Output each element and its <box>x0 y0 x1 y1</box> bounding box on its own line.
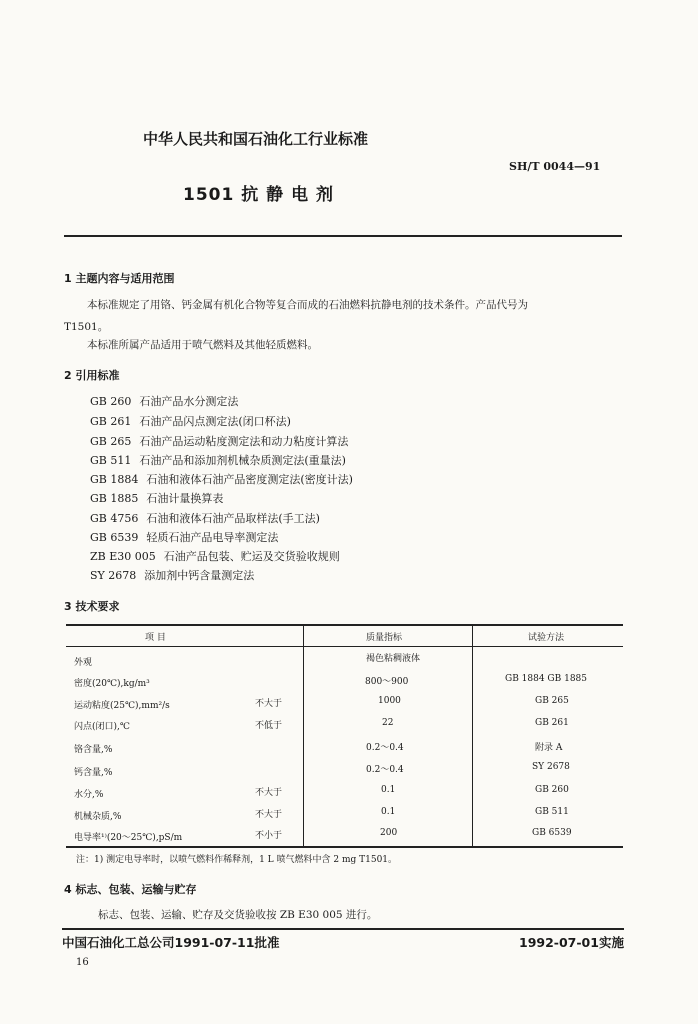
ref-item: GB 4756 石油和液体石油产品取样法(手工法) <box>90 512 320 525</box>
org-title: 中华人民共和国石油化工行业标准 <box>143 130 369 148</box>
row-value: 0.1 <box>381 807 396 817</box>
page-number: 16 <box>76 957 89 968</box>
effective-date: 1992-07-01实施 <box>519 935 624 950</box>
row-qualifier: 不大于 <box>255 699 283 709</box>
table-header-item: 项 目 <box>145 633 166 643</box>
ref-item: GB 261 石油产品闪点测定法(闭口杯法) <box>90 415 291 428</box>
row-method: GB 511 <box>535 807 569 817</box>
table-header-quality: 质量指标 <box>366 633 403 643</box>
table-divider <box>303 624 304 846</box>
ref-item: GB 1885 石油计量换算表 <box>90 492 224 505</box>
standard-number: SH/T 0044—91 <box>509 160 601 173</box>
document-title: 1501 抗 静 电 剂 <box>183 185 334 205</box>
section-4-heading: 4 标志、包装、运输与贮存 <box>64 883 197 896</box>
row-item: 铬含量,% <box>74 745 113 755</box>
row-item: 机械杂质,% <box>74 812 122 822</box>
row-method: GB 261 <box>535 718 569 728</box>
row-method: SY 2678 <box>532 762 570 772</box>
row-item: 密度(20℃),kg/m³ <box>74 679 150 689</box>
ref-item: GB 260 石油产品水分测定法 <box>90 395 239 408</box>
row-method: GB 265 <box>535 696 569 706</box>
table-divider <box>472 624 473 846</box>
ref-item: SY 2678 添加剂中钙含量测定法 <box>90 569 255 582</box>
row-value: 褐色粘稠液体 <box>366 654 421 664</box>
section-1-heading: 1 主题内容与适用范围 <box>64 272 175 285</box>
row-qualifier: 不大于 <box>255 788 283 798</box>
section-4-text: 标志、包装、运输、贮存及交货验收按 ZB E30 005 进行。 <box>98 909 378 921</box>
row-qualifier: 不小于 <box>255 831 283 841</box>
row-value: 800～900 <box>365 677 409 687</box>
row-method: GB 1884 GB 1885 <box>505 674 587 684</box>
section-1-para-1: 本标准规定了用铬、钙金属有机化合物等复合而成的石油燃料抗静电剂的技术条件。产品代号为 <box>87 299 528 311</box>
row-item: 钙含量,% <box>74 768 113 778</box>
section-2-heading: 2 引用标准 <box>64 369 120 382</box>
ref-item: GB 511 石油产品和添加剂机械杂质测定法(重量法) <box>90 454 346 467</box>
row-item: 运动粘度(25℃),mm²/s <box>74 701 170 711</box>
row-method: GB 260 <box>535 785 569 795</box>
row-value: 1000 <box>378 696 401 706</box>
row-value: 200 <box>380 828 398 838</box>
table-header-method: 试验方法 <box>528 633 565 643</box>
approval-line: 中国石油化工总公司1991-07-11批准 <box>62 935 280 950</box>
row-value: 0.1 <box>381 785 396 795</box>
table-top-rule <box>66 624 623 626</box>
section-1-para-2: 本标准所属产品适用于喷气燃料及其他轻质燃料。 <box>87 339 318 351</box>
row-qualifier: 不大于 <box>255 810 283 820</box>
row-method: GB 6539 <box>532 828 572 838</box>
section-1-para-1-cont: T1501。 <box>64 321 109 333</box>
row-method: 附录 A <box>535 743 563 753</box>
ref-item: GB 6539 轻质石油产品电导率测定法 <box>90 531 279 544</box>
footer-rule <box>62 928 624 930</box>
row-item: 电导率¹⁾(20～25℃),pS/m <box>74 833 183 843</box>
row-item: 外观 <box>74 658 93 668</box>
ref-item: GB 265 石油产品运动粘度测定法和动力粘度计算法 <box>90 435 349 448</box>
table-header-rule <box>66 646 623 647</box>
table-footnote: 注：1) 测定电导率时，以喷气燃料作稀释剂，1 L 喷气燃料中含 2 mg T1501。 <box>76 855 398 865</box>
section-3-heading: 3 技术要求 <box>64 600 120 613</box>
row-value: 22 <box>382 718 394 728</box>
row-value: 0.2～0.4 <box>366 743 404 753</box>
row-value: 0.2～0.4 <box>366 765 404 775</box>
row-qualifier: 不低于 <box>255 721 283 731</box>
row-item: 水分,% <box>74 790 104 800</box>
header-rule <box>64 235 622 237</box>
table-bottom-rule <box>66 846 623 848</box>
ref-item: GB 1884 石油和液体石油产品密度测定法(密度计法) <box>90 473 353 486</box>
ref-item: ZB E30 005 石油产品包装、贮运及交货验收规则 <box>90 550 340 563</box>
row-item: 闪点(闭口),℃ <box>74 722 130 732</box>
